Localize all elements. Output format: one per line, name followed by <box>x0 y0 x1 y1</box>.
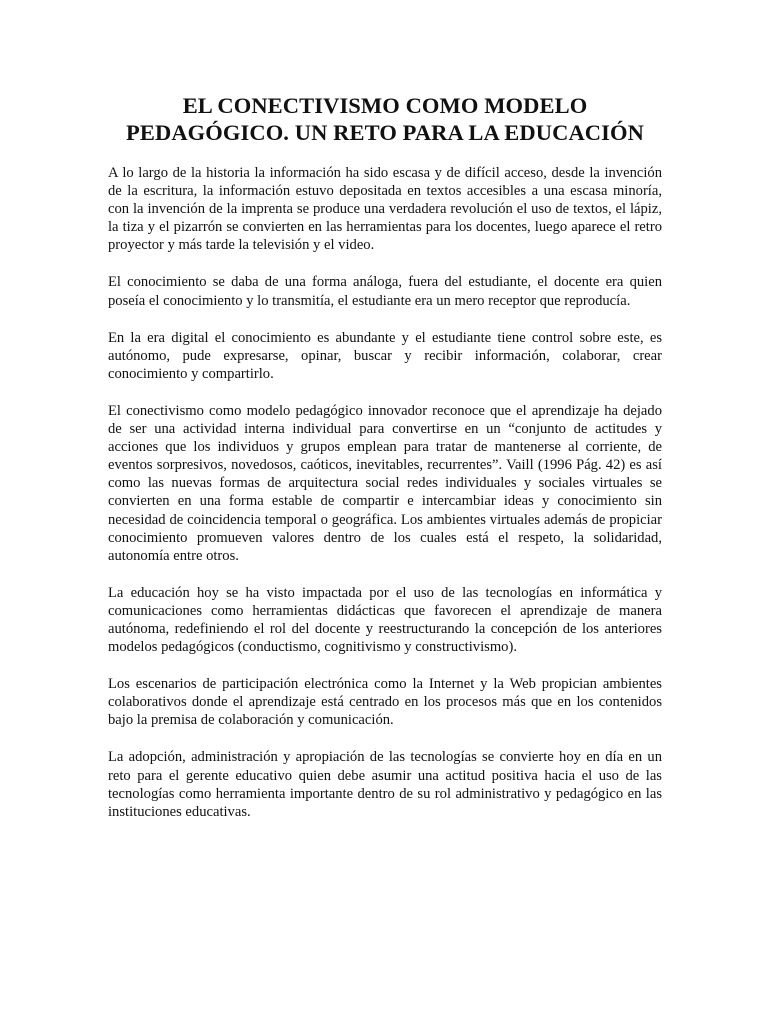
paragraph-analog-knowledge: El conocimiento se daba de una forma análoga, fuera del estudiante, el docente era quien poseía el conocimiento y lo transmitía, el estudiante era un mero receptor que reproducía. <box>108 274 662 309</box>
page-title <box>108 92 662 146</box>
paragraph-digital-era: En la era digital el conocimiento es abundante y el estudiante tiene control sobre este, es autónomo, pude expresarse, opinar, buscar y recibir información, colaborar, crear conocimiento y compartirlo. <box>108 329 662 382</box>
paragraph-connectivism: El conectivismo como modelo pedagógico innovador reconoce que el aprendizaje ha dejado de ser una actividad interna individual para convertirse en un “conjunto de actitudes y acciones que los individuos y grupos emplean para tratar de mantenerse al corriente, de eventos sorpresivos, novedosos, caóticos, inevitables, recurrentes”. Vaill (1996 Pág. 42) es así como las nuevas formas de arquitectura social redes individuales y sociales virtuales se convierten en una forma estable de compartir e intercambiar ideas y conocimiento sin necesidad de coincidencia temporal o geográfica. Los ambientes virtuales además de propiciar conocimiento promueven valores dentro de los cuales está el respeto, la solidaridad, autonomía entre otros. <box>108 402 662 564</box>
paragraph-education-today: La educación hoy se ha visto impactada por el uso de las tecnologías en informática y comunicaciones como herramientas didácticas que favorecen el aprendizaje de manera autónoma, redefiniendo el rol del docente y reestructurando la concepción de los anteriores modelos pedagógicos (conductismo, cognitivismo y constructivismo). <box>108 584 662 656</box>
title-line-2: PEDAGÓGICO. UN RETO PARA LA EDUCACIÓN <box>126 120 644 145</box>
paragraph-electronic-participation: Los escenarios de participación electrónica como la Internet y la Web propician ambientes colaborativos donde el aprendizaje está centrado en los procesos más que en los contenidos bajo la premisa de colaboración y comunicación. <box>108 676 662 729</box>
paragraph-history: A lo largo de la historia la información ha sido escasa y de difícil acceso, desde la invención de la escritura, la información estuvo depositada en textos accesibles a una escasa minoría, con la invención de la imprenta se produce una verdadera revolución el uso de textos, el lápiz, la tiza y el pizarrón se convierten en las herramientas para los docentes, luego aparece el retro proyector y más tarde la televisión y el video. <box>108 165 662 254</box>
title-line-1: EL CONECTIVISMO COMO MODELO <box>182 93 588 118</box>
paragraph-technology-adoption: La adopción, administración y apropiación de las tecnologías se convierte hoy en día en un reto para el gerente educativo quien debe asumir una actitud positiva hacia el uso de las tecnologías como herramienta importante dentro de su rol administrativo y pedagógico en las instituciones educativas. <box>108 749 662 820</box>
